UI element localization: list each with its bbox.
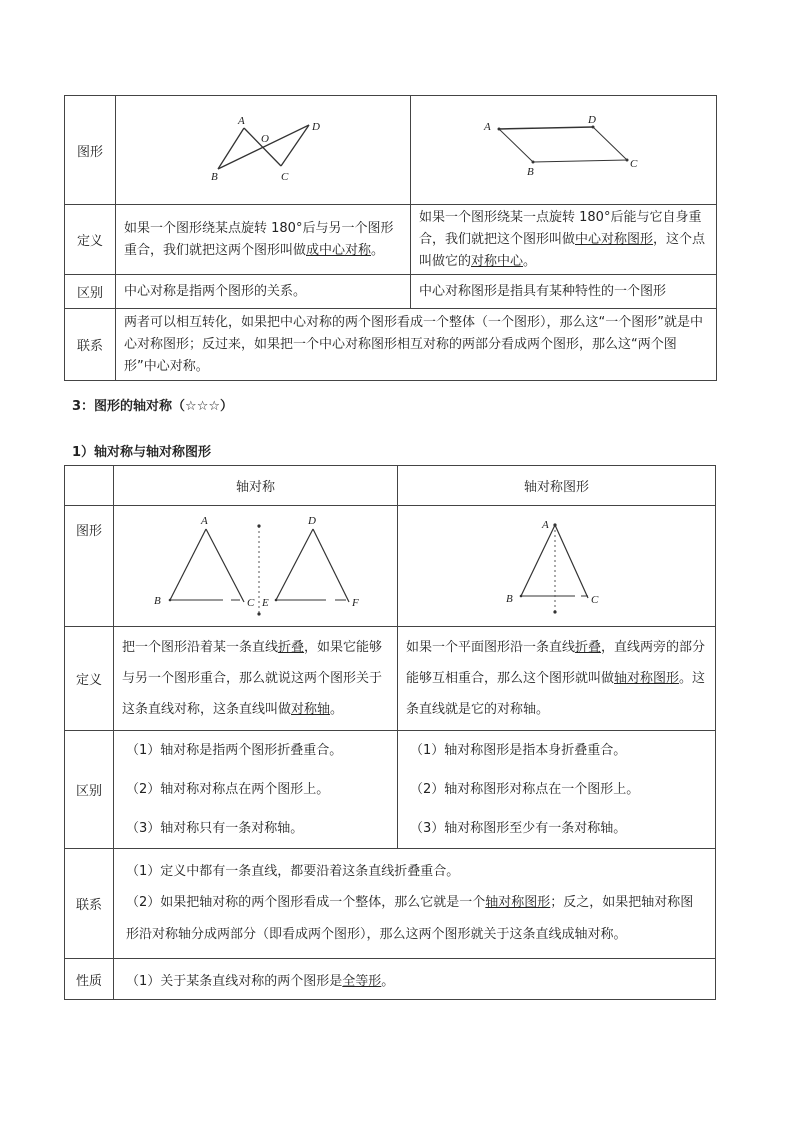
row-label-definition: 定义	[65, 205, 116, 275]
relation-line-1: （1）定义中都有一条直线，都要沿着这条直线折叠重合。	[126, 863, 460, 879]
term-axial-symmetric-figure: 轴对称图形	[485, 894, 551, 910]
isosceles-triangle-diagram	[398, 506, 715, 622]
term-axis-of-symmetry: 对称轴	[291, 702, 331, 717]
row-label-figure: 图形	[65, 506, 114, 627]
central-symmetric-figure-difference: 中心对称图形是指具有某种特性的一个图形	[411, 275, 717, 309]
axis-endpoint-top	[257, 524, 260, 527]
point-label-a: A	[542, 519, 549, 531]
row-label-relation: 联系	[65, 309, 116, 381]
point-label-c: C	[247, 597, 255, 609]
header-axial-symmetry: 轴对称	[114, 466, 398, 506]
row-label-definition: 定义	[65, 627, 114, 731]
row-label-property: 性质	[65, 959, 114, 1000]
central-symmetry-definition: 如果一个图形绕某点旋转 180°后与另一个图形重合，我们就把这两个图形叫做成中心对称。	[116, 205, 411, 275]
header-axial-symmetric-figure: 轴对称图形	[398, 466, 716, 506]
point-label-f: F	[352, 597, 359, 609]
point-label-o: O	[261, 133, 269, 145]
relation-cell	[114, 849, 716, 959]
segment-cb	[533, 160, 627, 162]
axial-symmetry-definition: 把一个图形沿着某一条直线折叠，如果它能够与另一个图形重合，那么就说这两个图形关于这条直线对称，这条直线叫做对称轴。	[114, 627, 398, 731]
axis-endpoint-bottom	[257, 612, 260, 615]
term-central-symmetry: 成中心对称	[306, 242, 372, 258]
point-label-d: D	[588, 114, 596, 126]
row-label-difference: 区别	[65, 731, 114, 849]
segment-ab	[521, 525, 555, 596]
term-congruent-figures: 全等形	[342, 973, 382, 989]
point-label-e: E	[262, 597, 269, 609]
subsection-heading: 1）轴对称与轴对称图形	[72, 445, 212, 460]
row-label-difference: 区别	[65, 275, 116, 309]
difference-item: （1）轴对称图形是指本身折叠重合。	[410, 743, 627, 758]
central-symmetry-diagram	[116, 96, 410, 200]
central-symmetry-table	[64, 95, 717, 381]
two-triangles-diagram	[114, 506, 397, 622]
central-symmetry-difference: 中心对称是指两个图形的关系。	[116, 275, 411, 309]
axial-symmetric-figure-differences	[398, 731, 716, 849]
relation-line-2: （2）如果把轴对称的两个图形看成一个整体，那么它就是一个轴对称图形；反之，如果把轴对称图形沿对称轴分成两部分（即看成两个图形），那么这两个图形就关于这条直线成轴对称。	[126, 894, 694, 942]
row-label-relation: 联系	[65, 849, 114, 959]
axial-symmetry-figure-cell	[114, 506, 398, 627]
point-label-b: B	[154, 595, 161, 607]
axis-endpoint-bottom	[553, 610, 556, 613]
point-label-a: A	[484, 121, 491, 133]
term-center-of-symmetry: 对称中心	[471, 253, 524, 269]
segment-df	[313, 529, 349, 602]
property-cell: （1）关于某条直线对称的两个图形是全等形。	[114, 959, 716, 1000]
central-symmetric-figure-cell	[411, 96, 717, 205]
point-label-c: C	[591, 594, 599, 606]
parallelogram-diagram	[411, 96, 716, 200]
term-axial-symmetric-figure: 轴对称图形	[614, 671, 680, 686]
term-fold: 折叠	[278, 640, 305, 655]
segment-dc	[593, 127, 627, 160]
difference-item: （3）轴对称图形至少有一条对称轴。	[410, 821, 627, 836]
vertex-b	[532, 161, 535, 164]
difference-item: （2）轴对称图形对称点在一个图形上。	[410, 782, 640, 797]
term-fold: 折叠	[575, 640, 602, 655]
row-label-figure: 图形	[65, 96, 116, 205]
central-symmetry-figure-cell	[116, 96, 411, 205]
vertex-b	[169, 599, 172, 602]
point-label-b: B	[527, 166, 534, 178]
vertex-e	[275, 599, 278, 602]
vertex-a	[498, 128, 501, 131]
axial-symmetric-figure-definition: 如果一个平面图形沿一条直线折叠，直线两旁的部分能够互相重合，那么这个图形就叫做轴对称图形。这条直线就是它的对称轴。	[398, 627, 716, 731]
point-label-d: D	[308, 515, 316, 527]
segment-ac	[206, 529, 244, 602]
segment-de	[276, 529, 313, 600]
vertex-b	[520, 595, 523, 598]
point-label-d: D	[312, 121, 320, 133]
section-heading: 3：图形的轴对称（☆☆☆）	[72, 399, 234, 414]
point-label-c: C	[281, 171, 289, 183]
point-label-a: A	[238, 115, 245, 127]
difference-item: （2）轴对称对称点在两个图形上。	[126, 782, 330, 797]
point-label-b: B	[506, 593, 513, 605]
axial-symmetric-figure-cell	[398, 506, 716, 627]
blank-header-cell	[65, 466, 114, 506]
axial-symmetry-differences	[114, 731, 398, 849]
vertex-a	[553, 523, 556, 526]
segment-ac	[555, 525, 588, 598]
segment-ab	[170, 529, 206, 600]
point-label-b: B	[211, 171, 218, 183]
difference-item: （3）轴对称只有一条对称轴。	[126, 821, 304, 836]
central-symmetric-figure-definition: 如果一个图形绕某一点旋转 180°后能与它自身重合，我们就把这个图形叫做中心对称图形，这个点叫做它的对称中心。	[411, 205, 717, 275]
segment-ad	[499, 127, 593, 129]
point-label-c: C	[630, 158, 638, 170]
relation-text: 两者可以相互转化，如果把中心对称的两个图形看成一个整体（一个图形），那么这“一个图形”就是中心对称图形；反过来，如果把一个中心对称图形相互对称的两部分看成两个图形，那么这“两个图形”中心对称。	[116, 309, 717, 381]
point-label-a: A	[201, 515, 208, 527]
segment-ba	[499, 129, 533, 162]
difference-item: （1）轴对称是指两个图形折叠重合。	[126, 743, 343, 758]
axial-symmetry-table	[64, 465, 716, 1000]
vertex-c	[626, 159, 629, 162]
term-central-symmetric-figure: 中心对称图形	[575, 231, 654, 247]
